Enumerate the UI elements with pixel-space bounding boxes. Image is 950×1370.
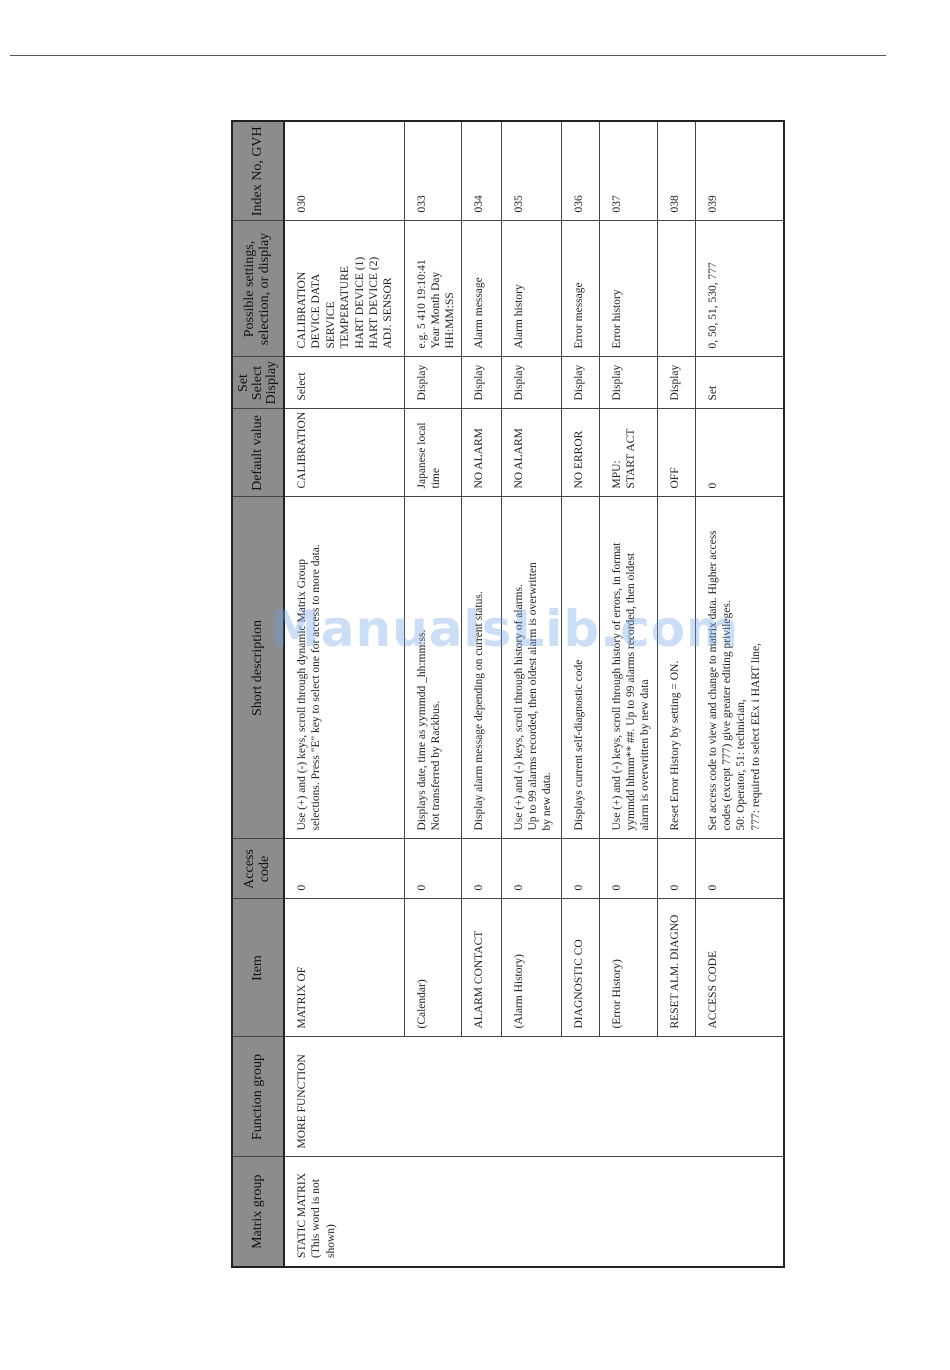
description-line: Displays date, time as yymmdd _hh:mm:ss. [415, 629, 428, 831]
default-cell: OFF [657, 409, 695, 497]
default-cell: CALIBRATION [284, 409, 404, 497]
access-cell: 0 [501, 839, 561, 899]
matrix-group-line: (This word is not [310, 1179, 323, 1258]
description-line: Use (+) and (-) keys, scroll through dynamic Matrix Group [296, 558, 308, 831]
access-cell: 0 [404, 839, 461, 899]
default-line: time [429, 468, 442, 489]
settings-line: SERVICE [324, 301, 337, 349]
header-row [232, 121, 284, 1267]
table-row [284, 121, 404, 1267]
watermark-text: ManualsLib.com [270, 600, 740, 658]
description-cell [404, 497, 461, 839]
description-line: Set access code to view and change to matrix data. Higher access [706, 530, 719, 831]
settings-cell [561, 221, 599, 357]
header-function-group: Function group [232, 1037, 284, 1157]
settings-line: Alarm message [472, 277, 485, 349]
description-line: Use (+) and (-) keys, scroll through history of alarms. [512, 584, 525, 831]
description-cell [657, 497, 695, 839]
access-cell: 0 [284, 839, 404, 899]
mode-cell: Display [461, 357, 501, 409]
item-cell: ALARM CONTACT [461, 899, 501, 1037]
settings-line: 0, 50, 51, 530, 777 [706, 262, 719, 349]
settings-line: Error message [572, 282, 585, 349]
description-line: by new data. [541, 772, 554, 831]
settings-line: HART DEVICE (1) [353, 256, 366, 349]
header-set: Set [236, 374, 251, 392]
header-item: Item [232, 899, 284, 1037]
header-display: Display [264, 360, 279, 405]
default-cell: NO ERROR [561, 409, 599, 497]
mode-cell: Display [599, 357, 657, 409]
mode-cell: Display [657, 357, 695, 409]
description-line: alarm is overwritten by new data [639, 679, 652, 831]
matrix-table [231, 120, 785, 1268]
default-cell: NO ALARM [501, 409, 561, 497]
function-group-cell: MORE FUNCTION [284, 1037, 784, 1157]
item-cell: RESET ALM. DIAGNO [657, 899, 695, 1037]
description-cell [561, 497, 599, 839]
header-possible-settings: Possible settings, selection, or display [232, 221, 284, 357]
settings-cell [657, 221, 695, 357]
settings-line: Alarm history [512, 284, 525, 349]
index-cell: 038 [657, 121, 695, 221]
item-cell: (Error History) [599, 899, 657, 1037]
description-cell [695, 497, 784, 839]
index-cell: 034 [461, 121, 501, 221]
default-line: Japanese local [415, 422, 428, 489]
item-cell: ACCESS CODE [695, 899, 784, 1037]
item-cell: DIAGNOSTIC CO [561, 899, 599, 1037]
header-short-description: Short description [232, 497, 284, 839]
description-line: Use (+) and (-) keys, scroll through history of errors, in format [610, 542, 623, 831]
header-set-select-display [232, 357, 284, 409]
index-cell: 039 [695, 121, 784, 221]
description-line: 777: required to select EEx i HART line, [749, 642, 762, 831]
mode-cell: Display [561, 357, 599, 409]
index-cell: 036 [561, 121, 599, 221]
header-access-code: Access code [232, 839, 284, 899]
description-line: Not transferred by Rackbus. [429, 700, 442, 831]
description-cell [599, 497, 657, 839]
settings-cell [695, 221, 784, 357]
rotated-table-container [231, 122, 783, 1268]
settings-line: CALIBRATION [296, 271, 308, 349]
settings-line: ADJ. SENSOR [382, 277, 395, 349]
description-cell [461, 497, 501, 839]
description-cell [501, 497, 561, 839]
settings-cell [404, 221, 461, 357]
default-cell: 0 [695, 409, 784, 497]
header-default-value: Default value [232, 409, 284, 497]
mode-cell: Set [695, 357, 784, 409]
settings-line: Year Month Day [429, 271, 442, 349]
description-line: Reset Error History by setting = ON. [668, 660, 681, 831]
matrix-group-cell [284, 1157, 784, 1267]
default-line: START ACT [624, 428, 637, 489]
settings-line: Error history [610, 289, 623, 349]
index-cell: 030 [284, 121, 404, 221]
item-cell: MATRIX OF [284, 899, 404, 1037]
settings-line: HH:MM:SS [444, 292, 457, 349]
settings-cell [461, 221, 501, 357]
access-cell: 0 [695, 839, 784, 899]
description-line: Up to 99 alarms recorded, then oldest alarm is overwritten [526, 562, 539, 831]
settings-line: TEMPERATURE [339, 266, 352, 349]
access-cell: 0 [657, 839, 695, 899]
default-line: MPU: [610, 460, 623, 489]
settings-cell [599, 221, 657, 357]
matrix-group-line: shown) [324, 1224, 337, 1258]
default-cell: NO ALARM [461, 409, 501, 497]
description-line: codes (except 777) give greater editing privileges. [720, 600, 733, 831]
access-cell: 0 [561, 839, 599, 899]
item-cell: (Calendar) [404, 899, 461, 1037]
default-cell [404, 409, 461, 497]
description-line: Displays current self-diagnostic code [572, 659, 585, 831]
item-cell: (Alarm History) [501, 899, 561, 1037]
index-cell: 033 [404, 121, 461, 221]
description-line: 50: Operator, 51: technician, [735, 699, 748, 831]
description-line: selections. Press "E" key to select one for access to more data. [310, 544, 323, 831]
header-index-no: Index No, GVH [232, 121, 284, 221]
settings-cell [284, 221, 404, 357]
description-line: Display alarm message depending on current status. [472, 591, 485, 831]
settings-line: HART DEVICE (2) [367, 256, 380, 349]
access-cell: 0 [461, 839, 501, 899]
settings-line: e.g. 5 410 19:10:41 [415, 259, 428, 349]
rotated-table-area [231, 122, 783, 1268]
mode-cell: Select [284, 357, 404, 409]
index-cell: 035 [501, 121, 561, 221]
settings-line: DEVICE DATA [310, 273, 323, 349]
settings-cell [501, 221, 561, 357]
matrix-group-line: STATIC MATRIX [296, 1172, 308, 1258]
mode-cell: Display [404, 357, 461, 409]
mode-cell: Display [501, 357, 561, 409]
index-cell: 037 [599, 121, 657, 221]
description-cell [284, 497, 404, 839]
top-rule [10, 55, 886, 56]
header-matrix-group: Matrix group [232, 1157, 284, 1267]
default-cell [599, 409, 657, 497]
header-select: Select [250, 365, 265, 401]
access-cell: 0 [599, 839, 657, 899]
description-line: yymmdd hhmm** ##. Up to 99 alarms recorded, then oldest [624, 552, 637, 831]
